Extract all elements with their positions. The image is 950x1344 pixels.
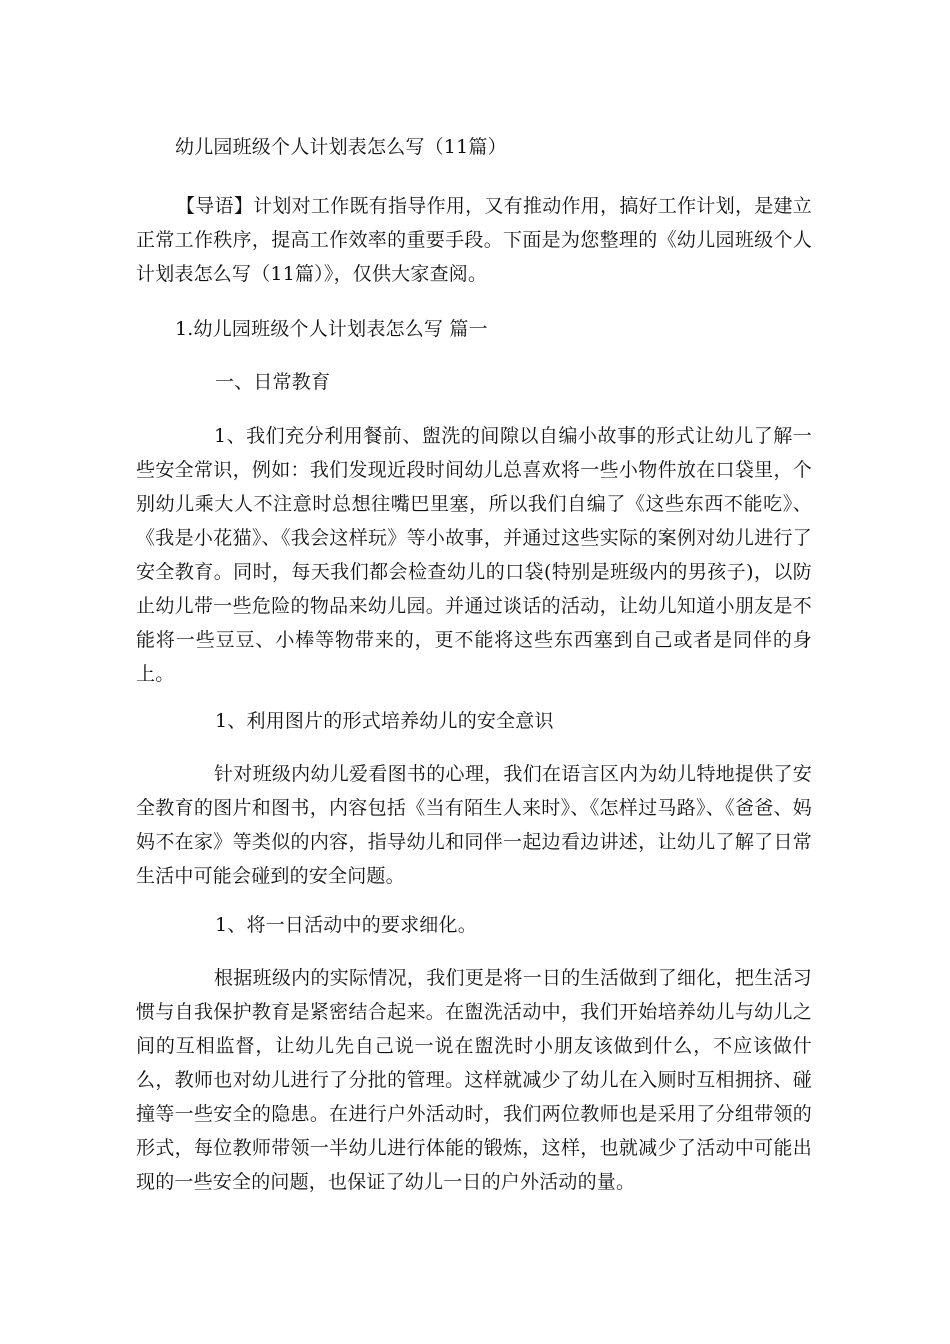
paragraph-picture-books: 针对班级内幼儿爱看图书的心理，我们在语言区内为幼儿特地提供了安全教育的图片和图书，内容包括《当有陌生人来时》、《怎样过马路》、《爸爸、妈妈不在家》等类似的内容，指导幼儿和同伴一起边看边讲述，让幼儿了解了日常生活中可能会碰到的安全问题。	[136, 763, 812, 887]
section-heading: 1.幼儿园班级个人计划表怎么写 篇一	[175, 318, 488, 340]
intro-paragraph: 【导语】计划对工作既有指导作用，又有推动作用，搞好工作计划，是建立正常工作秩序，提高工作效率的重要手段。下面是为您整理的《幼儿园班级个人计划表怎么写（11篇）》，仅供大家查阅。	[136, 195, 812, 285]
paragraph-safety-stories: 1、我们充分利用餐前、盥洗的间隙以自编小故事的形式让幼儿了解一些安全常识，例如：我们发现近段时间幼儿总喜欢将一些小物件放在口袋里，个别幼儿乘大人不注意时总想往嘴巴里塞，所以我们自编了《这些东西不能吃》、《我是小花猫》、《我会这样玩》等小故事，并通过这些实际的案例对幼儿进行了安全教育。同时，每天我们都会检查幼儿的口袋(特别是班级内的男孩子)，以防止幼儿带一些危险的物品来幼儿园。并通过谈话的活动，让幼儿知道小朋友是不能将一些豆豆、小棒等物带来的，更不能将这些东西塞到自己或者是同伴的身上。	[136, 425, 812, 685]
paragraph-daily-routine: 根据班级内的实际情况，我们更是将一日的生活做到了细化，把生活习惯与自我保护教育是紧密结合起来。在盥洗活动中，我们开始培养幼儿与幼儿之间的互相监督，让幼儿先自己说一说在盥洗时小朋友该做到什么，不应该做什么，教师也对幼儿进行了分批的管理。这样就减少了幼儿在入厕时互相拥挤、碰撞等一些安全的隐患。在进行户外活动时，我们两位教师也是采用了分组带领的形式，每位教师带领一半幼儿进行体能的锻炼，这样，也就减少了活动中可能出现的一些安全的问题，也保证了幼儿一日的户外活动的量。	[136, 967, 812, 1193]
subsection-heading-daily-requirements: 1、将一日活动中的要求细化。	[215, 914, 477, 936]
subsection-heading-picture-safety: 1、利用图片的形式培养幼儿的安全意识	[215, 710, 554, 732]
subsection-heading-daily-education: 一、日常教育	[215, 371, 331, 393]
document-title: 幼儿园班级个人计划表怎么写（11篇）	[175, 136, 507, 158]
